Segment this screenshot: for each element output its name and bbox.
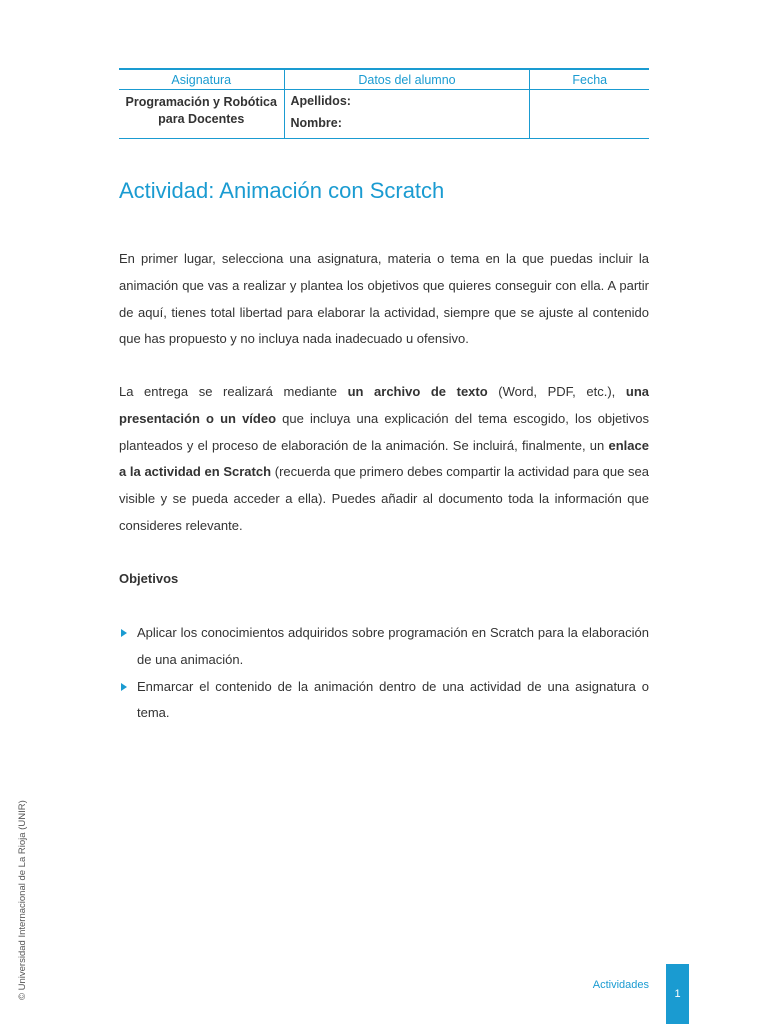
objectives-list — [119, 620, 649, 727]
date-cell — [530, 90, 649, 139]
footer-section-label: Actividades — [592, 979, 649, 991]
objectives-heading: Objetivos — [119, 571, 179, 586]
bullet-arrow-icon — [121, 683, 127, 691]
bullet-arrow-icon — [121, 629, 127, 637]
delivery-bold-text-file: un archivo de texto — [347, 384, 488, 399]
delivery-text-4: (recuerda que primero debes compartir la actividad para que sea visible y se pueda acceder a ella). Puedes añadir al documento toda la información que consideres relevante. — [119, 464, 650, 533]
header-col-subject: Asignatura — [119, 69, 284, 90]
page-number: 1 — [666, 964, 689, 1024]
objective-item — [119, 674, 649, 728]
header-col-student: Datos del alumno — [284, 69, 530, 90]
delivery-text-1: La entrega se realizará mediante — [119, 384, 348, 399]
page-title: Actividad: Animación con Scratch — [119, 178, 445, 203]
name-label: Nombre: — [290, 116, 342, 130]
surname-label: Apellidos: — [290, 94, 351, 108]
objective-item — [119, 620, 649, 674]
subject-cell — [119, 90, 284, 139]
delivery-paragraph — [119, 379, 649, 540]
subject-line-1: Programación y Robótica — [125, 95, 277, 109]
intro-paragraph: En primer lugar, selecciona una asignatura, materia o tema en la que puedas incluir la animación que vas a realizar y plantea los objetivos que quieres conseguir con ella. A partir de aquí, tienes total libertad para elaborar la actividad, siempre que se ajuste al contenido que has propuesto y no incluya nada inadecuado u ofensivo. — [119, 251, 649, 347]
delivery-bold-presentation: una presentación o un vídeo — [119, 384, 649, 426]
objective-text: Aplicar los conocimientos adquiridos sobre programación en Scratch para la elaboración de una animación. — [137, 625, 649, 667]
delivery-text-2: (Word, PDF, etc.), — [487, 384, 626, 399]
copyright-credit: © Universidad Internacional de La Rioja (UNIR) — [17, 800, 28, 1000]
delivery-bold-scratch-link: enlace a la actividad en Scratch — [119, 437, 649, 480]
student-cell — [284, 90, 530, 139]
objective-text: Enmarcar el contenido de la animación dentro de una actividad de una asignatura o tema. — [137, 678, 649, 721]
header-col-date: Fecha — [530, 69, 649, 90]
delivery-text-3: que incluya una explicación del tema escogido, los objetivos planteados y el proceso de elaboración de la animación. Se incluirá, finalmente, un — [119, 410, 649, 453]
header-table — [119, 68, 649, 139]
subject-line-2: para Docentes — [158, 112, 245, 126]
